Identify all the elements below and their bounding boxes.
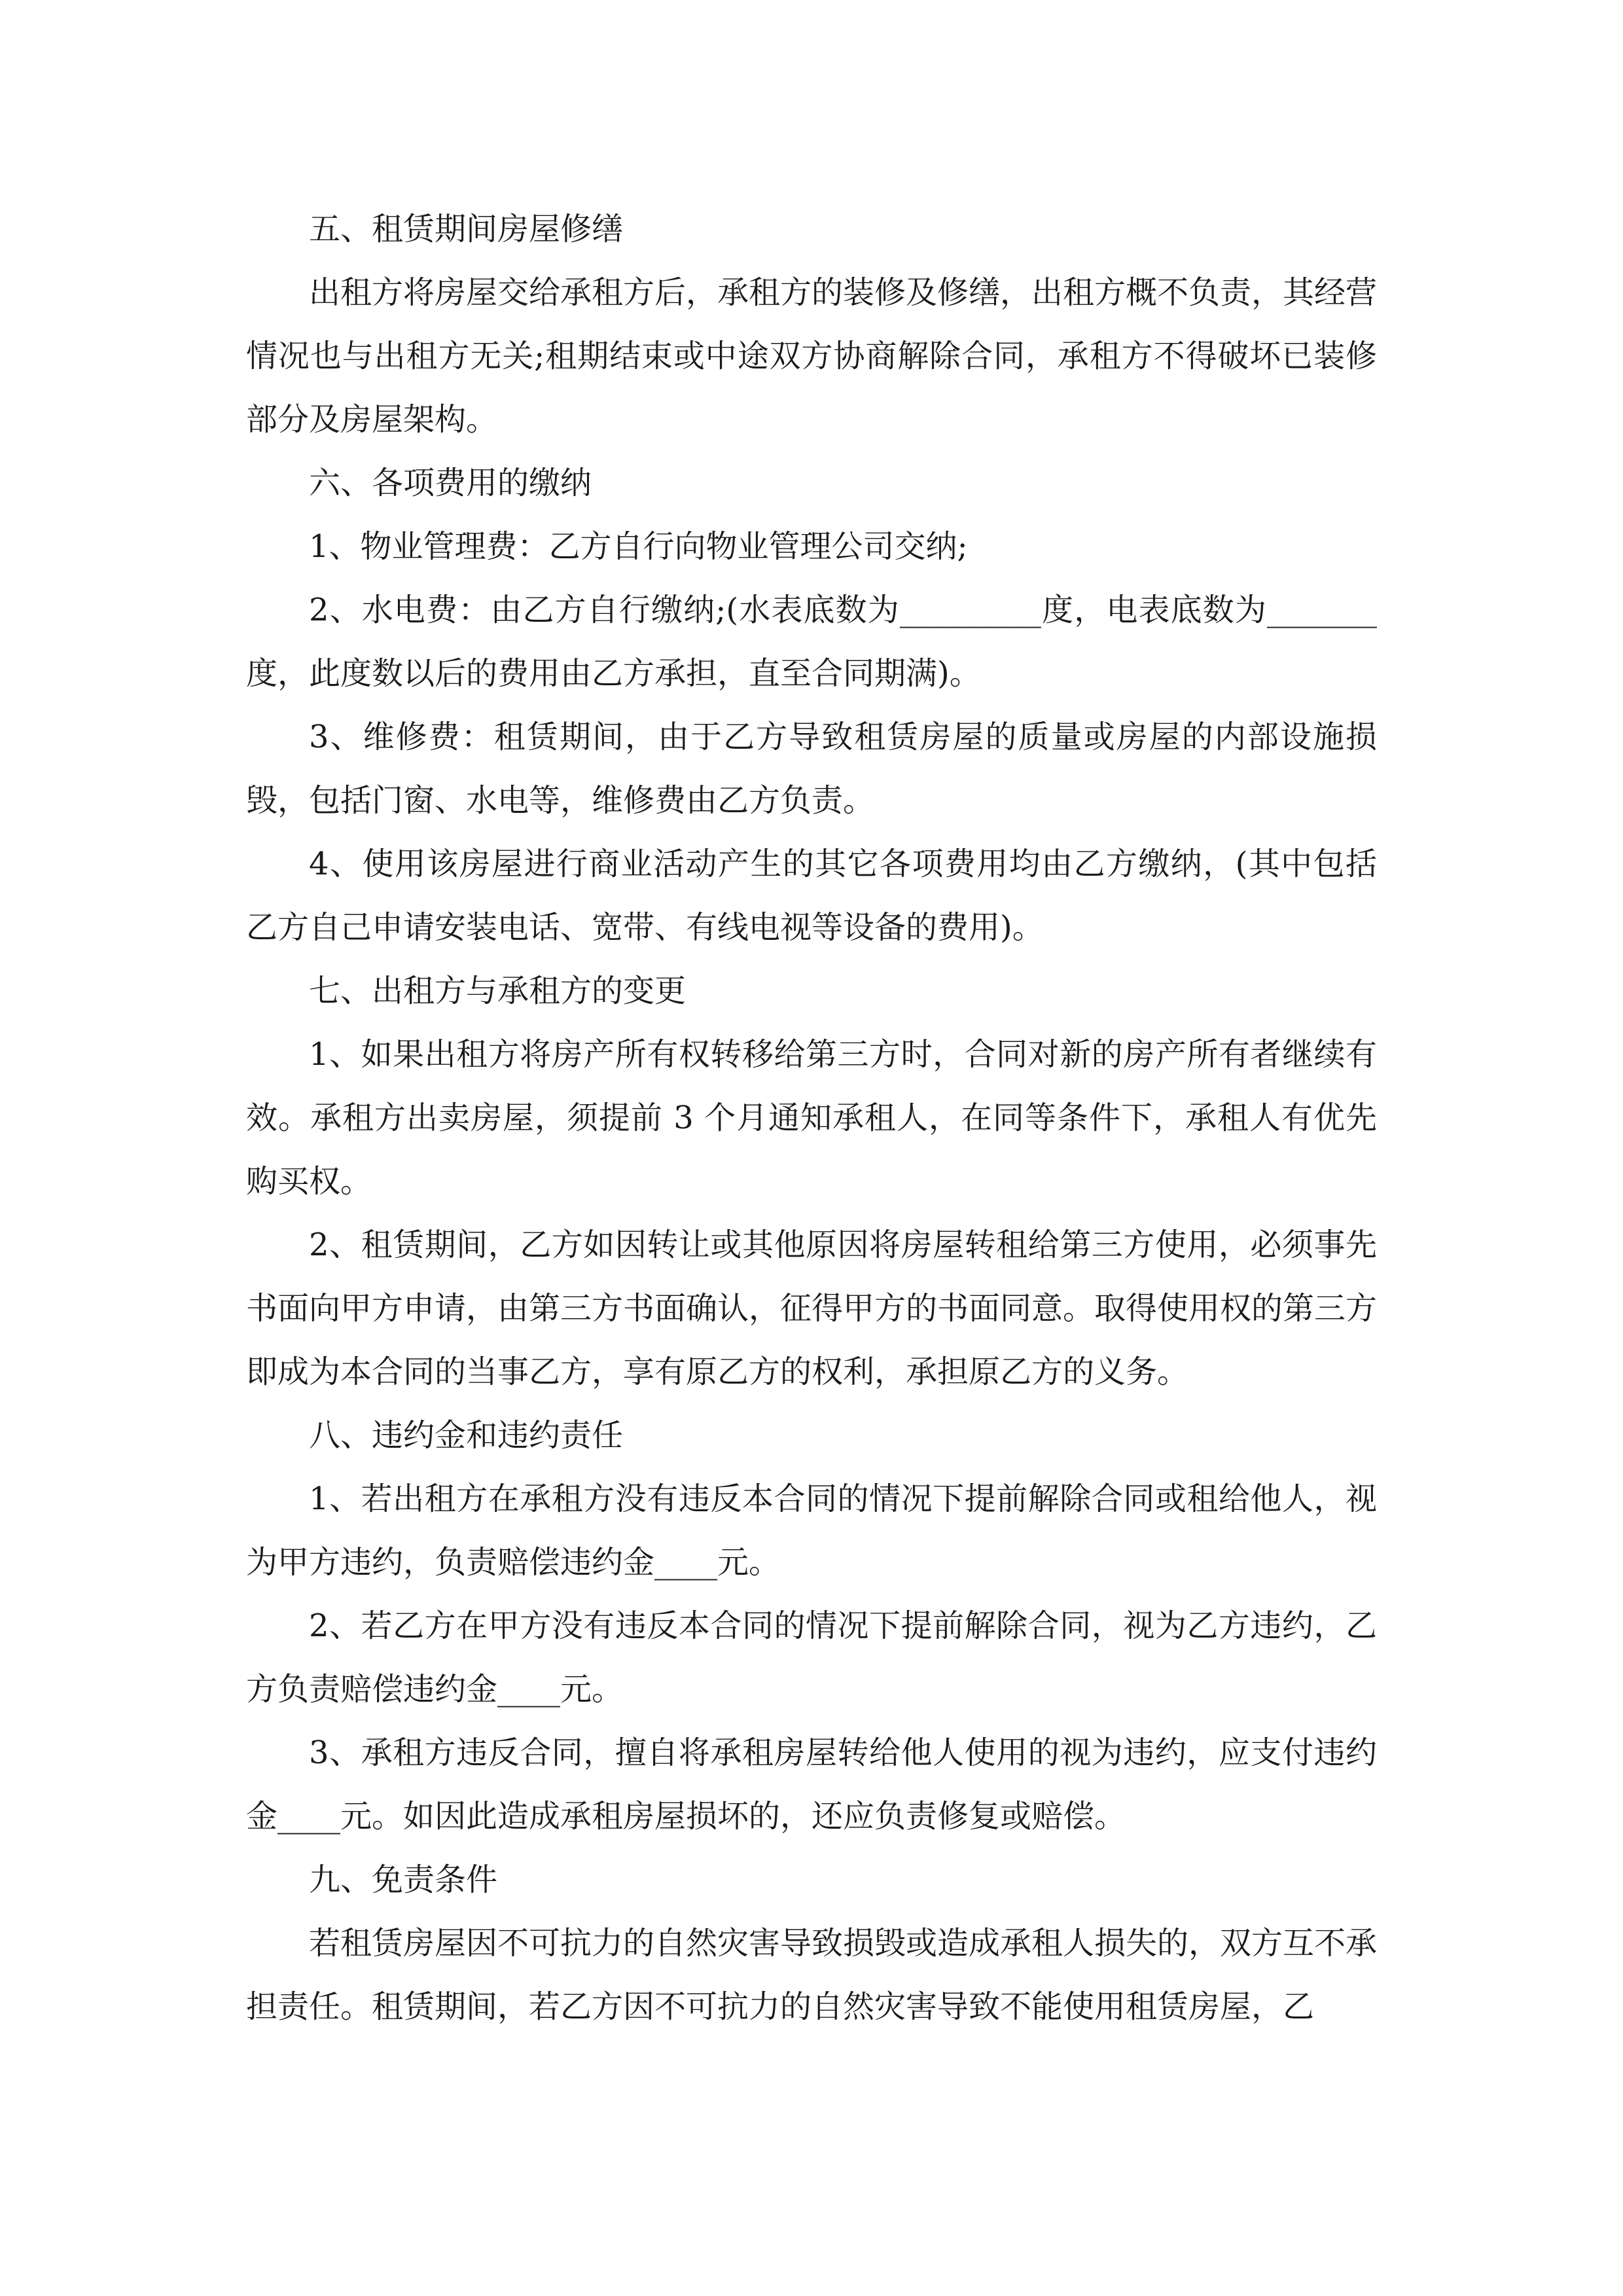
paragraph: 2、若乙方在甲方没有违反本合同的情况下提前解除合同，视为乙方违约，乙方负责赔偿违约金____元。 [246, 1607, 1377, 1708]
paragraph: 1、物业管理费：乙方自行向物业管理公司交纳; [309, 528, 968, 565]
paragraph: 2、水电费：由乙方自行缴纳;(水表底数为_________度，电表底数为_______度，此度数以后的费用由乙方承担，直至合同期满)。 [246, 592, 1377, 692]
paragraph: 4、使用该房屋进行商业活动产生的其它各项费用均由乙方缴纳，(其中包括乙方自己申请安装电话、宽带、有线电视等设备的费用)。 [246, 846, 1377, 946]
paragraph: 3、承租方违反合同，擅自将承租房屋转给他人使用的视为违约，应支付违约金____元。如因此造成承租房屋损坏的，还应负责修复或赔偿。 [246, 1734, 1377, 1835]
document-body [246, 198, 1377, 2039]
paragraph: 1、如果出租方将房产所有权转移给第三方时，合同对新的房产所有者继续有效。承租方出卖房屋，须提前 3 个月通知承租人，在同等条件下，承租人有优先购买权。 [246, 1036, 1377, 1200]
section-heading-6: 六、各项费用的缴纳 [309, 465, 592, 501]
paragraph: 1、若出租方在承租方没有违反本合同的情况下提前解除合同或租给他人，视为甲方违约，负责赔偿违约金____元。 [246, 1480, 1377, 1581]
paragraph: 若租赁房屋因不可抗力的自然灾害导致损毁或造成承租人损失的，双方互不承担责任。租赁期间，若乙方因不可抗力的自然灾害导致不能使用租赁房屋，乙 [246, 1925, 1378, 2025]
paragraph: 2、租赁期间，乙方如因转让或其他原因将房屋转租给第三方使用，必须事先书面向甲方申请，由第三方书面确认，征得甲方的书面同意。取得使用权的第三方即成为本合同的当事乙方，享有原乙方的权利，承担原乙方的义务。 [246, 1227, 1378, 1390]
paragraph: 3、维修费：租赁期间，由于乙方导致租赁房屋的质量或房屋的内部设施损毁，包括门窗、水电等，维修费由乙方负责。 [246, 719, 1377, 819]
section-heading-7: 七、出租方与承租方的变更 [309, 973, 687, 1009]
section-heading-9: 九、免责条件 [309, 1861, 498, 1898]
paragraph: 出租方将房屋交给承租方后，承租方的装修及修缮，出租方概不负责，其经营情况也与出租方无关;租期结束或中途双方协商解除合同，承租方不得破坏已装修部分及房屋架构。 [246, 274, 1378, 438]
section-heading-8: 八、违约金和违约责任 [309, 1417, 624, 1454]
section-heading-5: 五、租赁期间房屋修缮 [309, 211, 624, 247]
